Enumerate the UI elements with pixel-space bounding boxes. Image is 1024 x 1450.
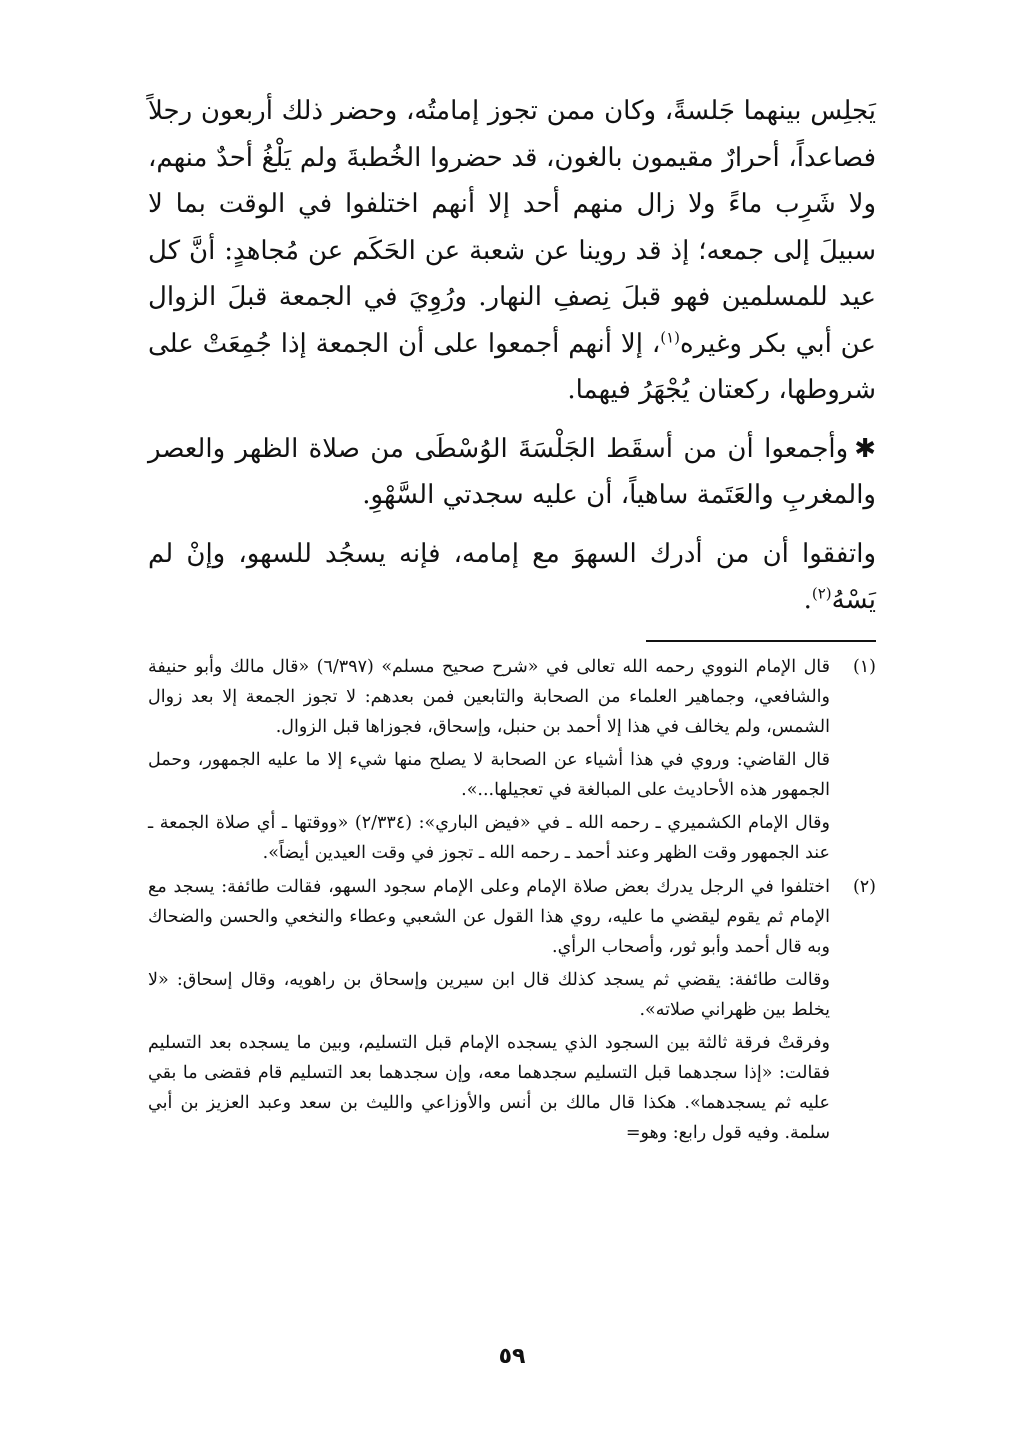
page-number: ٥٩ <box>498 1344 526 1369</box>
footnote-body <box>148 872 830 1148</box>
main-paragraph-1-tail: ، إلا أنهم أجمعوا على أن الجمعة إذا جُمِعَتْ على شروطها، ركعتان يُجْهَرُ فيهما. <box>148 328 876 405</box>
main-paragraph-3-text: واتفقوا أن من أدرك السهوَ مع إمامه، فإنه يسجُد للسهو، وإنْ لم يَسْهُ <box>148 538 876 615</box>
footnotes <box>148 652 876 1148</box>
footnote-ref-2: (٢) <box>811 584 832 603</box>
footnote-paragraph: قال القاضي: وروي في هذا أشياء عن الصحابة لا يصلح منها شيء إلا ما عليه الجمهور، وحمل الجمهور هذه الأحاديث على المبالغة في تعجيلها...». <box>148 749 830 800</box>
footnote-separator <box>646 640 876 642</box>
footnote-paragraph: وفرقتْ فرقة ثالثة بين السجود الذي يسجده الإمام قبل التسليم، وبين ما يسجده بعد التسليم فقالت: «إذا سجدهما قبل التسليم سجدهما معه، وإن سجدهما بعد التسليم قام فقضى ما بقي عليه ثم يسجدهما». هكذا قال مالك بن أنس والأوزاعي والليث بن سعد وعبد العزيز بن أبي سلمة. وفيه قول رابع: وهو= <box>148 1032 830 1143</box>
footnote-paragraph: قال الإمام النووي رحمه الله تعالى في «شرح صحيح مسلم» (٦/٣٩٧) «قال مالك وأبو حنيفة والشافعي، وجماهير العلماء من الصحابة والتابعين فمن بعدهم: لا تجوز الجمعة إلا بعد زوال الشمس، ولم يخالف في هذا إلا أحمد بن حنبل، وإسحاق، فجوزاها قبل الزوال. <box>148 656 830 737</box>
footnote-paragraph: اختلفوا في الرجل يدرك بعض صلاة الإمام وعلى الإمام سجود السهو، فقالت طائفة: يسجد مع الإمام ثم يقوم ليقضي ما عليه، روي هذا القول عن الشعبي وعطاء والنخعي والحسن والضحاك وبه قال أحمد وأبو ثور، وأصحاب الرأي. <box>148 876 830 957</box>
footnote-ref-1: (١) <box>660 327 680 346</box>
main-paragraph-1-text: يَجلِس بينهما جَلسةً، وكان ممن تجوز إمامتُه، وحضر ذلك أربعون رجلاً فصاعداً، أحرارٌ مقيمون بالغون، قد حضروا الخُطبةَ ولم يَلْغُ أحدٌ منهم، ولا شَرِب ماءً ولا زال منهم أحد إلا أنهم اختلفوا في الوقت بما لا سبيلَ إلى جمعه؛ إذ قد روينا عن شعبة عن الحَكَم عن مُجاهدٍ: أنَّ كل عيد للمسلمين فهو قبلَ نِصفِ النهار. ورُوِيَ في الجمعة قبلَ الزوال عن أبي بكر وغيره <box>148 96 876 359</box>
footnote-1 <box>148 652 876 868</box>
asterisk-icon: ✱ <box>854 433 876 464</box>
main-paragraph-2 <box>148 426 876 519</box>
footnote-number: (٢) <box>852 876 876 897</box>
main-paragraph-3-end: . <box>803 585 812 615</box>
footnote-body <box>148 652 830 868</box>
main-paragraph-1 <box>148 88 876 414</box>
footnote-number: (١) <box>852 656 876 677</box>
footnote-paragraph: وقال الإمام الكشميري ـ رحمه الله ـ في «فيض الباري»: (٢/٣٣٤) «ووقتها ـ أي صلاة الجمعة ـ عند الجمهور وقت الظهر وعند أحمد ـ رحمه الله ـ تجوز في وقت العيدين أيضاً». <box>148 812 830 863</box>
main-paragraph-2-text: وأجمعوا أن من أسقَط الجَلْسَةَ الوُسْطَى من صلاة الظهر والعصر والمغربِ والعَتَمة ساهياً، أن عليه سجدتي السَّهْوِ. <box>148 433 876 510</box>
footnote-paragraph: وقالت طائفة: يقضي ثم يسجد كذلك قال ابن سيرين وإسحاق بن راهويه، وقال إسحاق: «لا يخلط بين ظهراني صلاته». <box>148 969 830 1020</box>
footnote-2 <box>148 872 876 1148</box>
main-paragraph-3 <box>148 531 876 624</box>
page-content <box>148 88 876 1152</box>
main-text <box>148 88 876 624</box>
